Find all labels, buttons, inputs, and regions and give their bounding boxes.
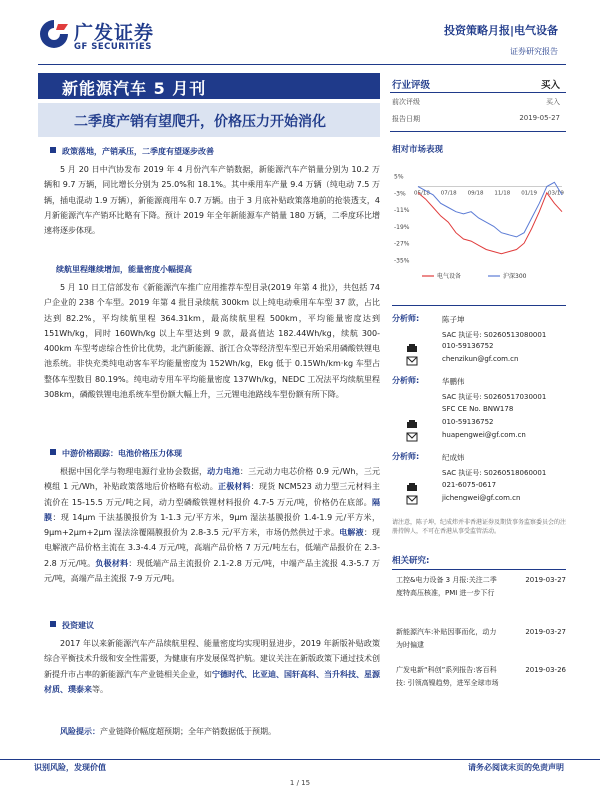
analyst-2-sac: SAC 执证号: S0260517030001 (442, 393, 547, 401)
x-tick-label: 09/18 (467, 190, 484, 197)
rating-divider (390, 131, 566, 132)
related-title: 相关研究: (392, 556, 430, 566)
rating-label: 行业评级 (392, 80, 431, 91)
page-number: 1 / 15 (289, 779, 311, 787)
section-bullet-policy (50, 146, 214, 157)
relative-performance-chart (392, 170, 564, 285)
report-date-label: 报告日期 (392, 115, 420, 123)
subheading-range: 续航里程继续增加，能量密度小幅提高 (56, 265, 192, 274)
performance-title: 相对市场表现 (392, 145, 444, 155)
analyst-2-label: 分析师: (392, 376, 420, 385)
bullet-icon (50, 449, 56, 455)
analyst-3-phone: 021-6075-0617 (442, 481, 497, 489)
prev-rating-value: 买入 (546, 98, 560, 106)
x-tick-label: 11/18 (494, 190, 511, 197)
related-item-text: 广发电新“科创”系列报告:客百科技: 引领高镍趋势，进军全球市场 (396, 666, 499, 687)
x-tick-label: 07/18 (440, 190, 457, 197)
x-tick-label: 01/19 (521, 190, 538, 197)
analyst-disclaimer: 请注意，陈子坤，纪成炜并非香港证券及期货事务监察委员会的注册持牌人，不可在香港从事受监管活动。 (392, 519, 567, 535)
analyst-1-phone: 010-59136752 (442, 342, 494, 350)
legend-label: 电气设备 (437, 273, 462, 280)
company-logo (38, 18, 188, 58)
paragraph-catalog: 5 月 10 日工信部发布《新能源汽车推广应用推荐车型目录(2019 年第 4 批)》，共包括 74 户企业的 238 个车型。2019 年第 4 批目录续航 300km 以上纯电动乘用车车型 37 款，占比达到 82.2%，平均续航里程 364.31km，最高续航里程 500km，平均能量密度达到 151Wh/kg，同时 160Wh/kg 以上车型达到 9 款，最高值达 182.44Wh/kg，续航 300-400km 车型考虑综合性价比优势，北汽新能源、浙江合众等经济型车型已开始采用磷酸铁锂电池系统。非快充类纯电动客车平均能量密度为 152Wh/kg，Ekg 低于 0.15Wh/km·kg 车型占整体车型数目 80.19%。纯电动专用车平均能量密度 137Wh/kg，NEDC 工况法平均续航里程 308km，磷酸铁锂电池系统车型份额大幅上升，三元锂电池路线车型份额有所下降。 (44, 283, 380, 400)
report-date-value: 2019-05-27 (519, 114, 560, 122)
section-heading: 中游价格跟踪：电池价格压力体现 (62, 449, 182, 458)
title-block (38, 73, 380, 137)
rating-value: 买入 (540, 80, 560, 91)
gf-logo-icon (38, 18, 70, 50)
y-tick-label: -11% (394, 207, 410, 215)
paragraph-prices: 根据中国化学与物理电源行业协会数据，动力电池：三元动力电芯价格 0.9 元/Wh，三元模组 1 元/Wh，补贴政策落地后价格略有松动。正极材料：现货 NCM523 动力型三元材料主流价在 15-15.5 万元/吨之间，动力型磷酸铁锂材料报价 4.7-5 万元/吨，价格仍在底部。隔膜：现 14μm 干法基膜报价为 1-1.3 元/平方米，9μm 湿法基膜报价 1.4-1.9 元/平方米，9μm+2μm+2μm 湿法涂覆隔膜报价为 2.8-3.5 元/平方米，市场仍然供过于求。电解液：现电解液产品价格主流在 3.3-4.4 万元/吨，高端产品价格 7 万元/吨左右，低端产品报价在 2.3-2.8 万元/吨。负极材料：现低端产品主流报价 2.1-2.8 万元/吨，中端产品主流报 4.3-5.7 万元/吨，高端产品主流报 7-9 万元/吨。 (44, 467, 381, 584)
phone-icon (406, 482, 418, 492)
report-type: 投资策略月报|电气设备 (443, 24, 558, 37)
y-tick-label: -35% (394, 257, 410, 265)
y-tick-label: -27% (394, 240, 410, 248)
related-item[interactable] (396, 574, 566, 600)
email-icon (406, 356, 418, 366)
analyst-3-email[interactable]: jichengwei@gf.com.cn (442, 494, 521, 502)
report-title: 新能源汽车 5 月刊 (38, 73, 380, 99)
analyst-2-sfc: SFC CE No. BNW178 (442, 405, 514, 413)
x-tick-label: 03/19 (548, 190, 564, 197)
prev-rating-label: 前次评级 (392, 98, 420, 106)
related-item-date: 2019-03-26 (525, 666, 566, 674)
related-item[interactable] (396, 626, 566, 652)
logo-text-cn: 广发证券 (74, 22, 155, 44)
section-heading: 政策落地，产销承压，二季度有望逐步改善 (62, 147, 214, 156)
footer-slogan: 识别风险，发现价值 (34, 763, 106, 772)
analyst-1-label: 分析师: (392, 314, 420, 323)
related-item-date: 2019-03-27 (525, 576, 566, 584)
related-divider (392, 569, 566, 570)
section-bullet-price (50, 448, 182, 459)
analysts-top-rule (392, 305, 566, 306)
related-item-text: 工控&电力设备 3 月报:关注二季度特高压核准，PMI 进一步下行 (396, 576, 497, 597)
analyst-1-sac: SAC 执证号: S0260513080001 (442, 331, 547, 339)
y-tick-label: 5% (394, 173, 404, 181)
bullet-icon (50, 621, 56, 627)
report-subtitle: 二季度产销有望爬升，价格压力开始消化 (38, 103, 380, 137)
legend-label: 沪深300 (503, 273, 527, 280)
rating-row-prev (390, 97, 566, 110)
phone-icon (406, 343, 418, 353)
email-icon (406, 495, 418, 505)
report-category: 证券研究报告 (510, 47, 558, 56)
phone-icon (406, 419, 418, 429)
analyst-1-name: 陈子坤 (442, 315, 465, 324)
analyst-2-name: 华鹏伟 (442, 377, 465, 386)
analyst-3-label: 分析师: (392, 452, 420, 461)
section-bullet-invest (50, 620, 94, 631)
rating-header (390, 73, 566, 93)
logo-text-en: GF SECURITIES (74, 42, 152, 52)
analyst-3-name: 纪成炜 (442, 453, 465, 462)
x-tick-label: 05/18 (414, 190, 430, 197)
related-item[interactable] (396, 664, 566, 690)
analyst-1-email[interactable]: chenzikun@gf.com.cn (442, 355, 519, 363)
footer-divider (0, 759, 600, 760)
paragraph-sales: 5 月 20 日中汽协发布 2019 年 4 月份汽车产销数据，新能源汽车产销量分别为 10.2 万辆和 9.7 万辆，同比增长分别为 25.0%和 18.1%。其中乘用车产量 9.4 万辆（纯电动 7.5 万辆，插电混动 1.9 万辆），新能源商用车 0.7 万辆。由于 3 月底补贴政策落地前的抢装透支，4 月新能源汽车产销环比略有下降。预计 2019 年全年新能源车产销量 180 万辆，二季度环比增速将逐步体现。 (44, 165, 380, 236)
y-tick-label: -3% (394, 190, 406, 198)
y-tick-label: -19% (394, 223, 410, 231)
bullet-icon (50, 147, 56, 153)
header-divider (38, 64, 566, 65)
email-icon (406, 432, 418, 442)
risk-notice: 风险提示：产业链降价幅度超预期；全年产销数据低于预期。 (60, 727, 276, 736)
rating-panel (390, 73, 566, 132)
page-header (0, 0, 600, 64)
analyst-2-phone: 010-59136752 (442, 418, 494, 426)
footer-disclaimer-note: 请务必阅读末页的免责声明 (468, 763, 564, 772)
related-item-date: 2019-03-27 (525, 628, 566, 636)
section-heading: 投资建议 (62, 621, 94, 630)
rating-row-date (390, 114, 566, 127)
paragraph-invest: 2017 年以来新能源汽车产品续航里程、能量密度均实现明显进步，2019 年新版补贴政策综合平衡技术升级和安全性需要，为健康有序发展保驾护航。建议关注在新版政策下通过技术创新提升市占率的新能源汽车产业链相关企业，如宁德时代、比亚迪、国轩高科、当升科技、星源材质、璞泰来等。 (44, 639, 380, 694)
related-item-text: 新能源汽车:补贴因事而化，动力为时偏逮 (396, 628, 497, 649)
analyst-3-sac: SAC 执证号: S0260518060001 (442, 469, 547, 477)
analyst-2-email[interactable]: huapengwei@gf.com.cn (442, 431, 526, 439)
